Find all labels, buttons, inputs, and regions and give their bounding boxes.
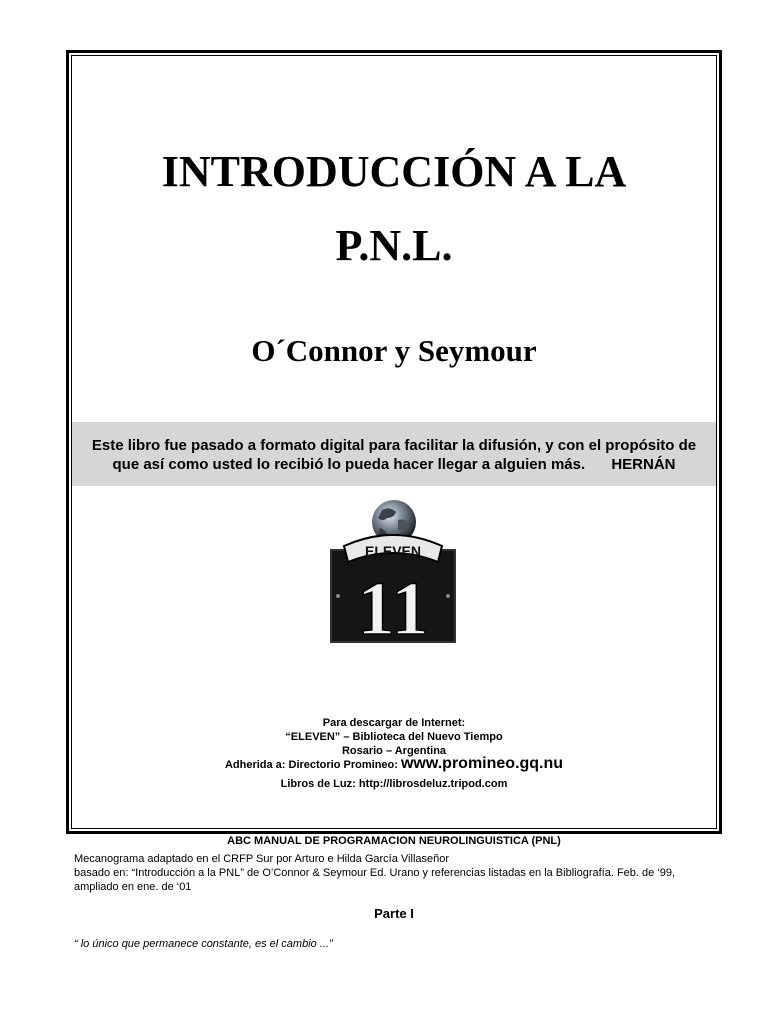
credits-line2: basado en: “Introducción a la PNL” de O’Connor & Seymour Ed. Urano y referencias listadas en la Bibliografía. Feb. de ‘99, [74,867,676,879]
credits-line1: Mecanograma adaptado en el CRFP Sur por Arturo e Hilda García Villaseñor [74,853,450,865]
credits-line3: ampliado en ene. de ‘01 [74,881,192,893]
promineo-link[interactable]: www.promineo.gq.nu [400,755,564,772]
manual-title: ABC MANUAL DE PROGRAMACION NEUROLINGUISTICA (PNL) [227,835,561,847]
book-title-line2: P.N.L. [335,221,453,270]
download-line3: Rosario – Argentina [341,745,447,757]
download-line2: “ELEVEN” – Biblioteca del Nuevo Tiempo [285,731,503,743]
notice-signature: HERNÁN [611,456,676,473]
adherida-label: Adherida a: Directorio Promineo: [224,759,398,771]
notice-text: Este libro fue pasado a formato digital para facilitar la difusión, y con el propósito de que así como usted lo recibió lo pueda hacer llegar a alguien más. [91,437,697,473]
librosdeluz-link[interactable]: http://librosdeluz.tripod.com [358,778,508,790]
book-title-line1: INTRODUCCIÓN A LA [161,147,627,196]
eleven-logo [330,498,456,644]
logo-number: 11 [357,567,429,644]
logo-label: ELEVEN [364,543,422,559]
book-authors: O´Connor y Seymour [251,333,537,368]
part-heading: Parte I [374,906,414,921]
epigraph-quote: “ lo único que permanece constante, es el cambio ...” [74,938,333,950]
libros-label: Libros de Luz: [280,778,356,790]
libros-line [72,777,716,791]
adherida-line [72,757,716,772]
download-line1: Para descargar de Internet: [322,717,466,729]
digital-notice [72,422,716,486]
